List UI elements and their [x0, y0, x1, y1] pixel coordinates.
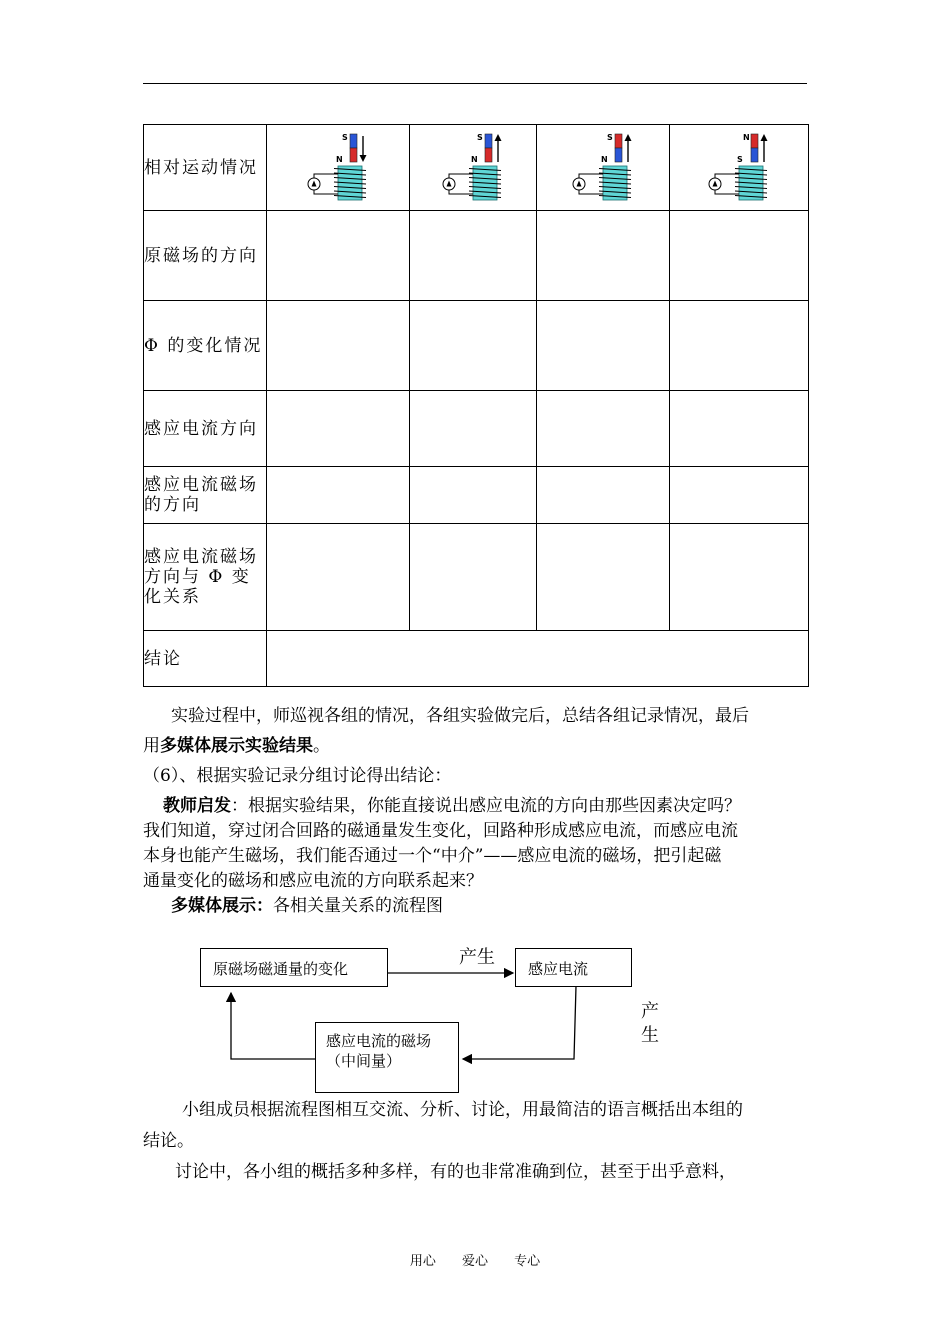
bold-phrase: 多媒体展示： — [171, 896, 273, 916]
empty-cell — [670, 524, 809, 631]
empty-cell — [267, 211, 410, 301]
empty-cell — [410, 211, 537, 301]
paragraph: 用多媒体展示实验结果。 — [143, 736, 330, 756]
empty-cell — [537, 301, 670, 391]
pole-label-bottom: N — [336, 154, 343, 164]
bold-phrase: 教师启发 — [163, 796, 231, 816]
pole-label-top: S — [342, 132, 348, 142]
empty-cell — [267, 391, 410, 467]
paragraph: 结论。 — [143, 1131, 194, 1151]
flow-label-produce: 产生 — [459, 947, 495, 968]
magnet-top-half — [615, 134, 622, 148]
magnet-diagram-cell — [267, 125, 410, 211]
empty-cell — [410, 524, 537, 631]
magnet-bottom-half — [485, 148, 492, 162]
empty-cell — [267, 467, 410, 524]
magnet-bottom-half — [615, 148, 622, 162]
magnet-diagram-cell — [670, 125, 809, 211]
row-label: Φ 的变化情况 — [144, 301, 267, 391]
pole-label-bottom: N — [471, 154, 478, 164]
magnet-coil-diagram — [699, 130, 779, 206]
row-label: 感应电流磁场的方向 — [144, 467, 267, 524]
magnet-coil-diagram — [433, 130, 513, 206]
flow-box-induced-field: 感应电流的磁场 （中间量） — [315, 1022, 459, 1093]
empty-cell — [537, 211, 670, 301]
row-label: 原磁场的方向 — [144, 211, 267, 301]
paragraph: 多媒体展示：各相关量关系的流程图 — [171, 896, 443, 916]
motion-arrow-head — [495, 134, 502, 141]
flow-box-induced-current: 感应电流 — [515, 948, 632, 987]
pole-label-top: S — [477, 132, 483, 142]
pole-label-bottom: N — [601, 154, 608, 164]
motion-arrow-head — [761, 134, 768, 141]
empty-cell — [267, 524, 410, 631]
experiment-table — [143, 124, 809, 687]
paragraph: 本身也能产生磁场，我们能否通过一个“中介”——感应电流的磁场，把引起磁 — [143, 846, 722, 866]
magnet-coil-diagram — [563, 130, 643, 206]
row-label: 相对运动情况 — [144, 125, 267, 211]
flow-box-flux-change: 原磁场磁通量的变化 — [200, 948, 388, 987]
magnet-diagram-cell — [537, 125, 670, 211]
magnet-bottom-half — [350, 148, 357, 162]
table-row — [144, 524, 809, 631]
magnet-coil-diagram — [298, 130, 378, 206]
arrow-to-induced-field — [463, 986, 576, 1059]
pole-label-top: S — [607, 132, 613, 142]
paragraph: （6）、根据实验记录分组讨论得出结论： — [143, 766, 452, 786]
conclusion-cell — [267, 631, 809, 687]
row-label: 感应电流磁场方向与 Φ 变化关系 — [144, 524, 267, 631]
header-rule — [143, 83, 807, 84]
paragraph: 小组成员根据流程图相互交流、分析、讨论，用最简洁的语言概括出本组的 — [182, 1100, 743, 1120]
table-row — [144, 301, 809, 391]
pole-label-top: N — [743, 132, 750, 142]
magnet-top-half — [350, 134, 357, 148]
magnet-top-half — [485, 134, 492, 148]
empty-cell — [267, 301, 410, 391]
table-row — [144, 125, 809, 211]
table-row — [144, 631, 809, 687]
empty-cell — [410, 391, 537, 467]
paragraph: 实验过程中，师巡视各组的情况，各组实验做完后，总结各组记录情况，最后 — [171, 706, 749, 726]
paragraph: 讨论中，各小组的概括多种多样，有的也非常准确到位，甚至于出乎意料， — [175, 1162, 736, 1182]
empty-cell — [537, 391, 670, 467]
table-row — [144, 467, 809, 524]
page-footer: 用心 爱心 专心 — [409, 1254, 541, 1269]
flow-label-side-1: 产 — [641, 1001, 659, 1022]
empty-cell — [670, 467, 809, 524]
row-label: 结论 — [144, 631, 267, 687]
table-row — [144, 391, 809, 467]
magnet-diagram-cell — [410, 125, 537, 211]
empty-cell — [670, 391, 809, 467]
magnet-bottom-half — [751, 148, 758, 162]
paragraph: 我们知道，穿过闭合回路的磁通量发生变化，回路种形成感应电流，而感应电流 — [143, 821, 738, 841]
empty-cell — [537, 467, 670, 524]
table-row — [144, 211, 809, 301]
magnet-top-half — [751, 134, 758, 148]
bold-phrase: 多媒体展示实验结果 — [160, 736, 313, 756]
motion-arrow-head — [625, 134, 632, 141]
motion-arrow-head — [360, 155, 367, 162]
empty-cell — [670, 301, 809, 391]
flow-label-side-2: 生 — [641, 1025, 659, 1046]
empty-cell — [410, 301, 537, 391]
empty-cell — [537, 524, 670, 631]
pole-label-bottom: S — [737, 154, 743, 164]
empty-cell — [670, 211, 809, 301]
row-label: 感应电流方向 — [144, 391, 267, 467]
paragraph: 教师启发：根据实验结果，你能直接说出感应电流的方向由那些因素决定吗？ — [163, 796, 741, 816]
arrow-feedback — [231, 993, 315, 1059]
paragraph: 通量变化的磁场和感应电流的方向联系起来？ — [143, 871, 483, 891]
empty-cell — [410, 467, 537, 524]
